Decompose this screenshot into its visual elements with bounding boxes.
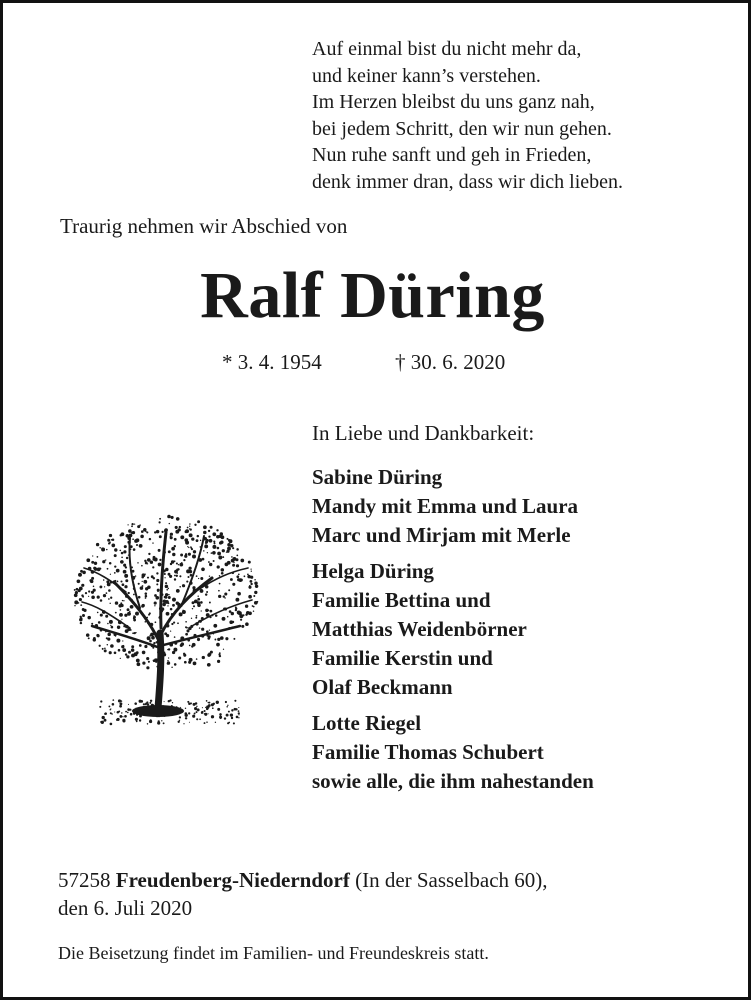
mourner-name: Sabine Düring: [312, 465, 443, 489]
mourner-group: [312, 463, 594, 550]
poem: [312, 36, 623, 195]
mourner-name: sowie alle, die ihm nahestanden: [312, 769, 594, 793]
mourner-name: Marc und Mirjam mit Merle: [312, 523, 571, 547]
mourner-name: Familie Thomas Schubert: [312, 740, 544, 764]
burial-note: Die Beisetzung findet im Familien- und Freundeskreis statt.: [58, 943, 489, 963]
mourners-list: [312, 463, 594, 803]
mourner-name: Lotte Riegel: [312, 711, 422, 735]
poem-line: Auf einmal bist du nicht mehr da,: [312, 38, 582, 60]
date-line: den 6. Juli 2020: [58, 896, 193, 920]
farewell-intro: Traurig nehmen wir Abschied von: [60, 214, 348, 238]
poem-line: Nun ruhe sanft und geh in Frieden,: [312, 144, 592, 166]
mourner-name: Familie Kerstin und: [312, 646, 493, 670]
address-block: [58, 866, 548, 922]
poem-line: denk immer dran, dass wir dich lieben.: [312, 170, 624, 193]
mourner-group: [312, 557, 594, 702]
poem-line: und keiner kann’s verstehen.: [312, 64, 541, 87]
gratitude-line: In Liebe und Dankbarkeit:: [312, 421, 535, 445]
street-address: (In der Sasselbach 60),: [355, 868, 548, 892]
poem-line: Im Herzen bleibst du uns ganz nah,: [312, 91, 595, 113]
mourner-name: Matthias Weidenbörner: [312, 617, 527, 641]
mourner-name: Familie Bettina und: [312, 588, 491, 612]
postal-code: 57258: [58, 868, 111, 892]
mourner-name: Mandy mit Emma und Laura: [312, 494, 579, 518]
deceased-name: Ralf Düring: [200, 259, 545, 332]
poem-line: bei jedem Schritt, den wir nun gehen.: [312, 117, 612, 140]
tree-icon: [70, 508, 266, 730]
mourner-group: [312, 709, 594, 796]
mourner-name: Olaf Beckmann: [312, 675, 453, 699]
death-date: † 30. 6. 2020: [395, 350, 506, 374]
town-name: Freudenberg-Niederndorf: [115, 868, 350, 892]
mourner-name: Helga Düring: [312, 559, 434, 583]
birth-date: * 3. 4. 1954: [222, 350, 322, 374]
